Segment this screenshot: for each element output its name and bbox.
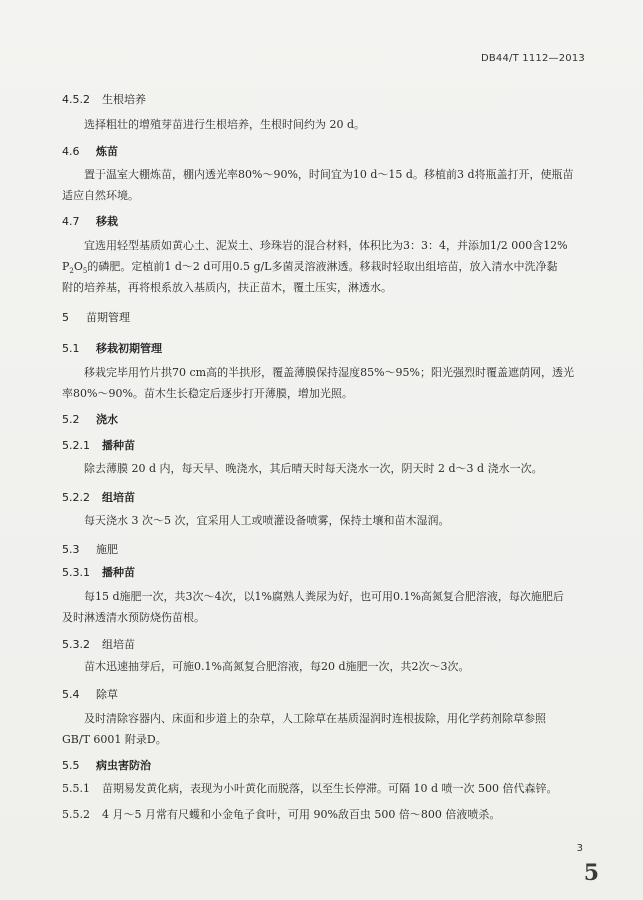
- paragraph-5-3-1-line2: 及时淋透清水预防烧伤苗根。: [62, 611, 205, 624]
- heading-number: 5.3.1: [62, 566, 90, 579]
- heading-title: 播种苗: [102, 566, 135, 579]
- paragraph-4-7-line2: $P_2O_5$的磷肥。定植前1 d～2 d可用0.5 g/L多菌灵溶液淋透。移栽时轻取出组培苗，放入清水中洗净黏: [62, 260, 558, 276]
- heading-number: 4.5.2: [62, 93, 90, 106]
- item-text: 苗期易发黄化病，表现为小叶黄化而脱落，以至生长停滞。可隔 10 d 喷一次 500 倍代森锌。: [102, 782, 558, 795]
- heading-title: 除草: [96, 688, 118, 701]
- heading-title: 浇水: [96, 413, 118, 426]
- heading-title: 组培苗: [102, 491, 135, 504]
- heading-title: 组培苗: [102, 638, 135, 651]
- heading-5-3-1: [62, 564, 135, 580]
- heading-5-5: [62, 757, 151, 773]
- standard-code: DB44/T 1112—2013: [480, 53, 585, 64]
- heading-5-2: [62, 411, 118, 427]
- heading-number: 5.1: [62, 342, 80, 355]
- heading-title: 苗期管理: [86, 311, 130, 324]
- paragraph-4-7-line3: 附的培养基，再将根系放入基质内，扶正苗木，覆土压实，淋透水。: [62, 281, 392, 294]
- paragraph-5-1-line2: 率80%～90%。苗木生长稳定后逐步打开薄膜，增加光照。: [62, 387, 353, 400]
- heading-number: 4.6: [62, 145, 80, 158]
- page-number: 3: [576, 843, 583, 854]
- paragraph-5-3-1-line1: 每15 d施肥一次，共3次～4次，以1%腐熟人粪尿为好，也可用0.1%高氮复合肥溶液，每次施肥后: [84, 590, 564, 603]
- heading-5-2-1: [62, 437, 135, 453]
- paragraph-5-4-line2: GB/T 6001 附录D。: [62, 733, 167, 746]
- heading-5-1: [62, 340, 162, 356]
- heading-5: [62, 309, 130, 325]
- heading-4-6: [62, 143, 118, 159]
- heading-number: 5: [62, 311, 69, 324]
- item-number: 5.5.2: [62, 808, 90, 821]
- heading-number: 5.5: [62, 759, 80, 772]
- heading-number: 5.3: [62, 543, 80, 556]
- paragraph-4-6-line2: 适应自然环境。: [62, 189, 139, 202]
- paragraph-4-6-line1: 置于温室大棚炼苗，棚内透光率80%～90%，时间宜为10 d～15 d。移植前3 d将瓶盖打开，使瓶苗: [84, 168, 574, 181]
- heading-4-7: [62, 213, 118, 229]
- paragraph-5-4-line1: 及时清除容器内、床面和步道上的杂草，人工除草在基质湿润时连根拔除，用化学药剂除草参照: [84, 712, 546, 725]
- heading-number: 5.2.1: [62, 439, 90, 452]
- paragraph-5-5-1: [62, 780, 558, 796]
- heading-title: 生根培养: [102, 93, 146, 106]
- heading-5-3: [62, 541, 118, 557]
- stamped-page-number: 5: [583, 860, 599, 886]
- paragraph-4-5-2: 选择粗壮的增殖芽苗进行生根培养，生根时间约为 20 d。: [84, 118, 366, 131]
- heading-title: 播种苗: [102, 439, 135, 452]
- heading-number: 5.3.2: [62, 638, 90, 651]
- paragraph-4-7-line1: 宜选用轻型基质如黄心土、泥炭土、珍珠岩的混合材料，体积比为3：3：4，并添加1/2 000含12%: [84, 239, 568, 252]
- heading-5-3-2: [62, 636, 135, 652]
- heading-title: 病虫害防治: [96, 759, 151, 772]
- item-number: 5.5.1: [62, 782, 90, 795]
- heading-title: 移栽: [96, 215, 118, 228]
- heading-5-2-2: [62, 489, 135, 505]
- paragraph-5-2-1: 除去薄膜 20 d 内，每天早、晚浇水，其后晴天时每天浇水一次，阴天时 2 d～3 d 浇水一次。: [84, 462, 543, 475]
- paragraph-5-3-2: 苗木迅速抽芽后，可施0.1%高氮复合肥溶液，每20 d施肥一次，共2次～3次。: [84, 660, 470, 673]
- item-text: 4 月～5 月常有尺蠖和小金龟子食叶，可用 90%敌百虫 500 倍～800 倍液喷杀。: [102, 808, 501, 821]
- heading-number: 5.2: [62, 413, 80, 426]
- heading-title: 移栽初期管理: [96, 342, 162, 355]
- heading-5-4: [62, 686, 118, 702]
- heading-number: 5.4: [62, 688, 80, 701]
- paragraph-5-2-2: 每天浇水 3 次～5 次，宜采用人工或喷灌设备喷雾，保持土壤和苗木湿润。: [84, 514, 450, 527]
- heading-title: 炼苗: [96, 145, 118, 158]
- heading-4-5-2: [62, 91, 146, 107]
- heading-title: 施肥: [96, 543, 118, 556]
- paragraph-5-1-line1: 移栽完毕用竹片拱70 cm高的半拱形，覆盖薄膜保持湿度85%～95%；阳光强烈时覆盖遮荫网，透光: [84, 366, 574, 379]
- heading-number: 5.2.2: [62, 491, 90, 504]
- heading-number: 4.7: [62, 215, 80, 228]
- paragraph-5-5-2: [62, 806, 500, 822]
